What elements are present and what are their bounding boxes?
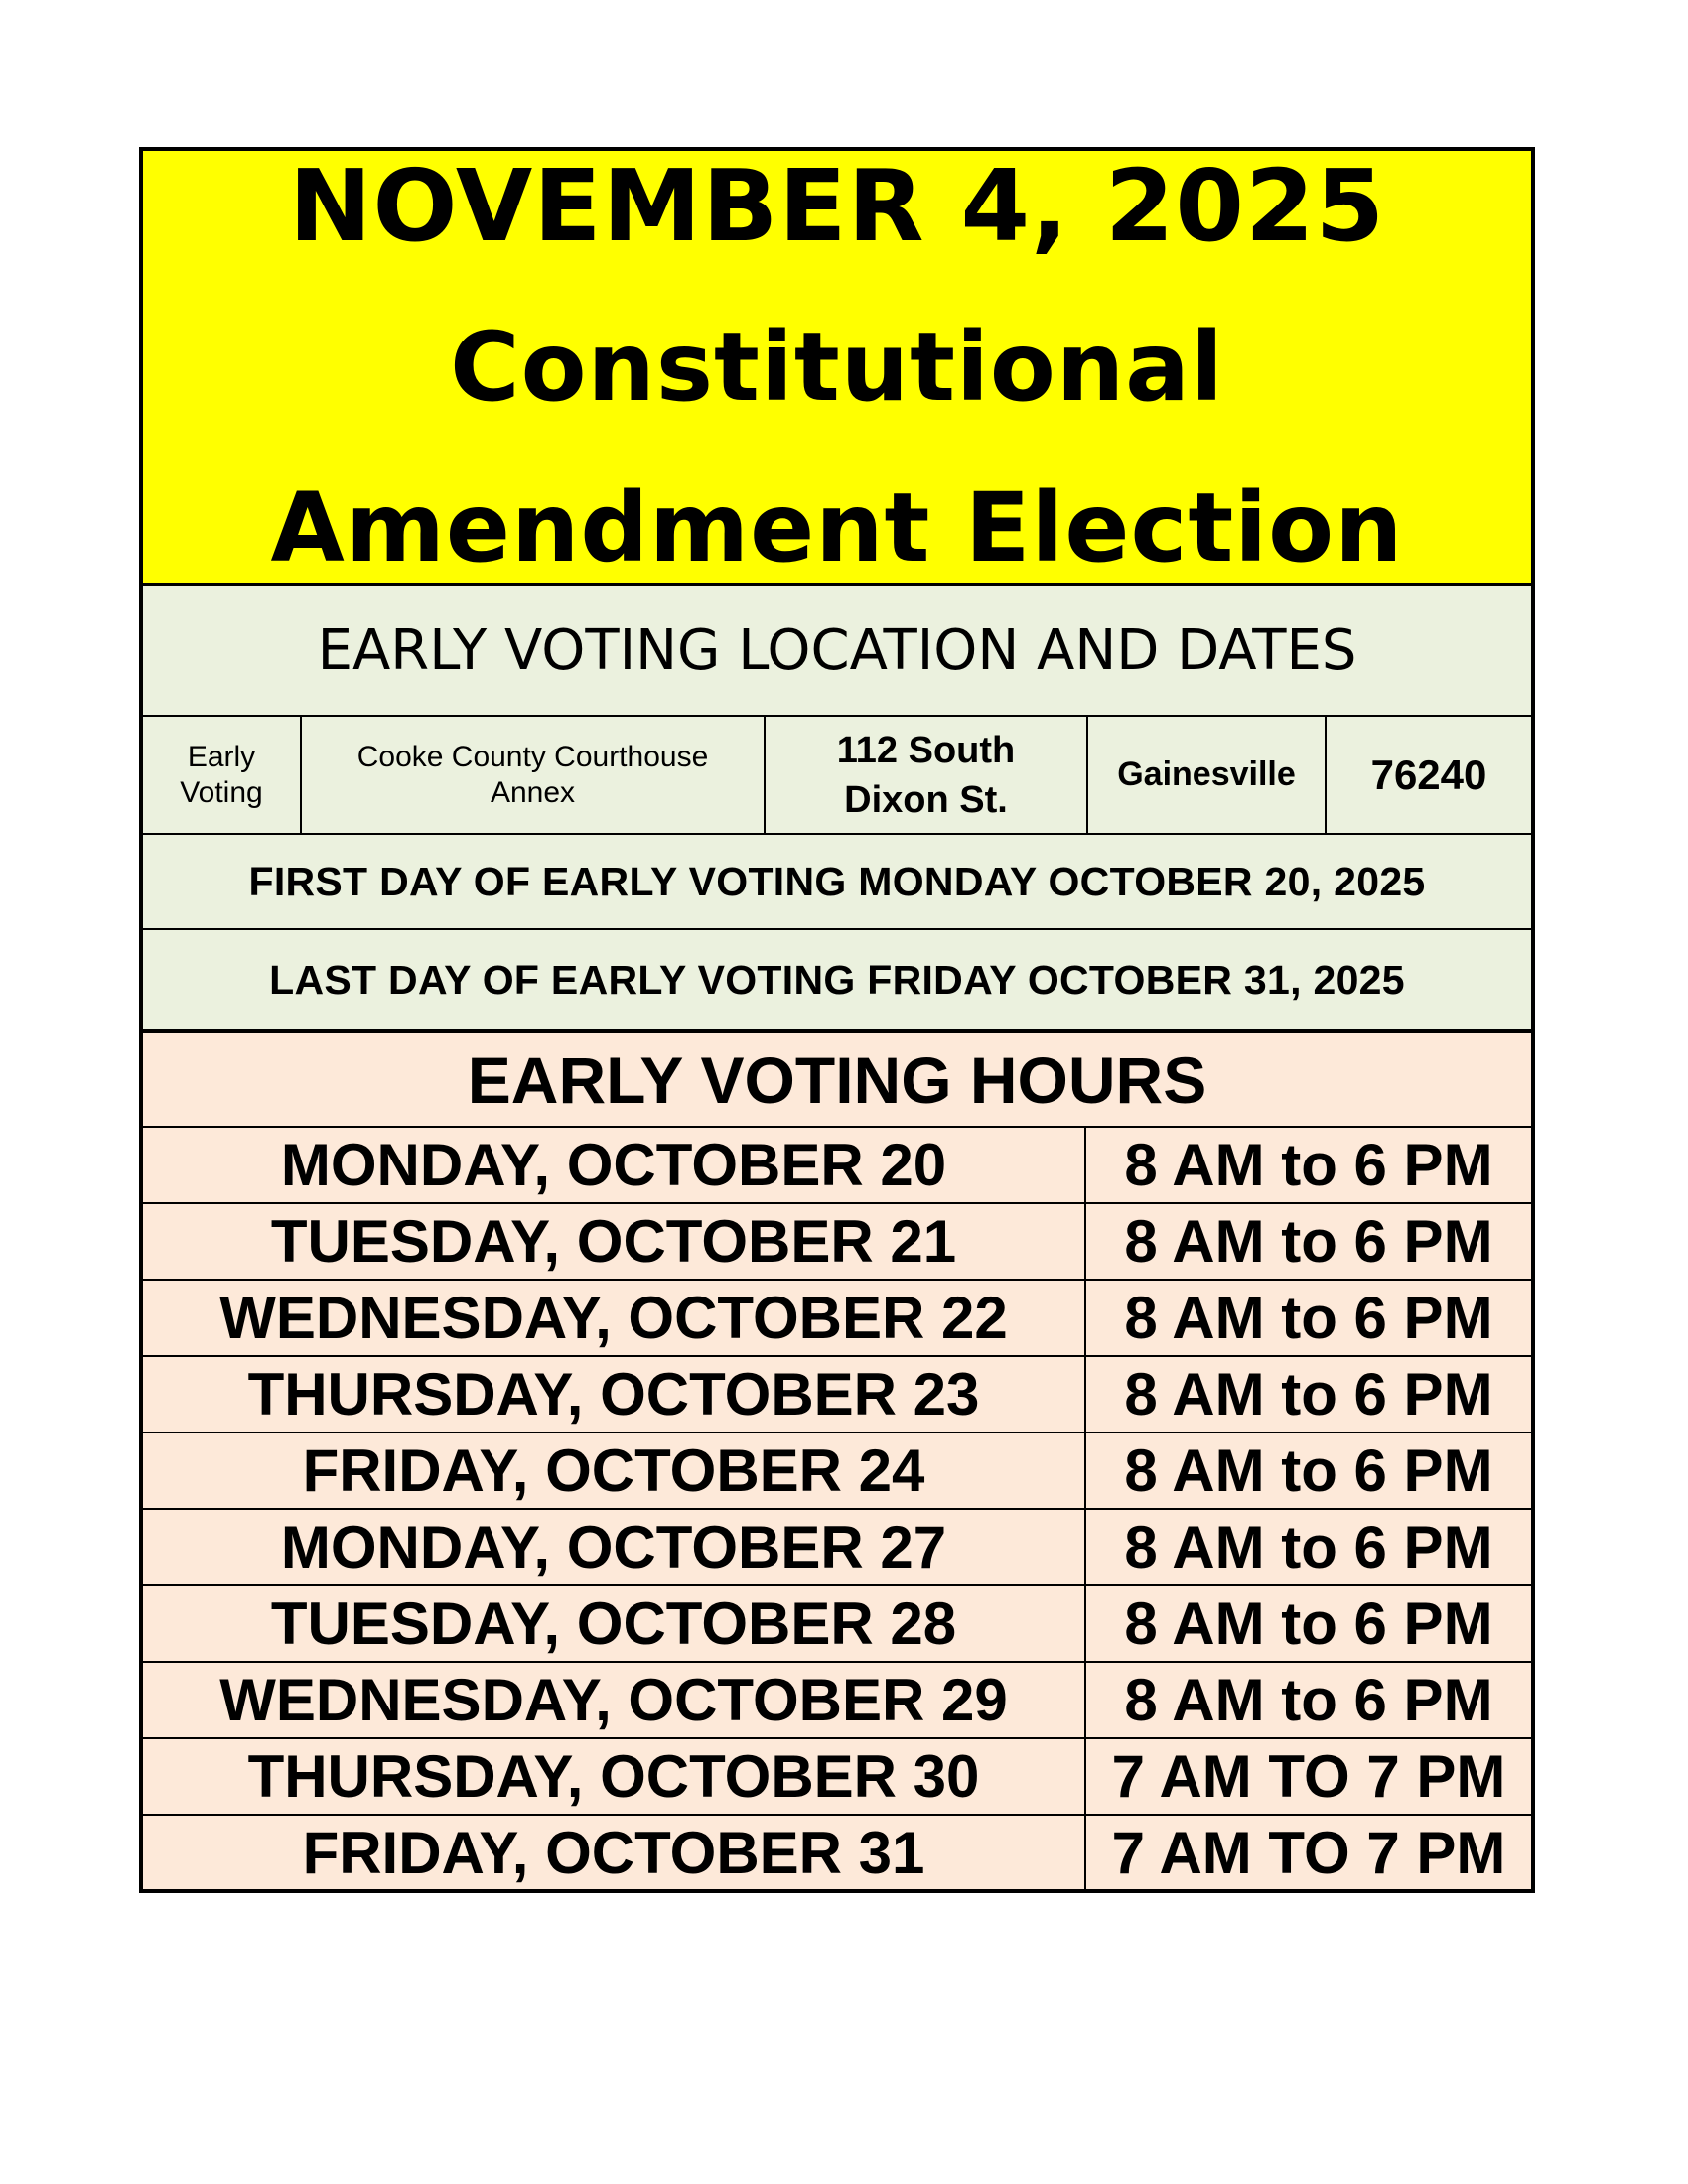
hours-date: FRIDAY, OCTOBER 24 (143, 1433, 1086, 1508)
hours-row (143, 1357, 1531, 1433)
location-row (143, 717, 1531, 835)
hours-date: TUESDAY, OCTOBER 28 (143, 1586, 1086, 1661)
hours-time: 7 AM TO 7 PM (1111, 1743, 1506, 1810)
election-date: NOVEMBER 4, 2025 (288, 147, 1386, 264)
election-banner (143, 147, 1531, 586)
hours-time: 8 AM to 6 PM (1124, 1208, 1493, 1275)
hours-time: 8 AM to 6 PM (1124, 1132, 1493, 1198)
location-address-line2: Dixon St. (844, 778, 1008, 821)
location-name (302, 717, 766, 833)
location-section-title: EARLY VOTING LOCATION AND DATES (143, 586, 1531, 717)
hours-date: MONDAY, OCTOBER 27 (143, 1510, 1086, 1584)
hours-date: MONDAY, OCTOBER 20 (143, 1128, 1086, 1202)
hours-date: WEDNESDAY, OCTOBER 22 (143, 1281, 1086, 1355)
hours-time: 8 AM to 6 PM (1124, 1514, 1493, 1580)
location-type-line2: Voting (180, 775, 263, 809)
location-name-line2: Annex (490, 775, 576, 809)
location-address-line1: 112 South (836, 729, 1016, 771)
hours-time: 8 AM to 6 PM (1124, 1590, 1493, 1657)
hours-date: THURSDAY, OCTOBER 30 (143, 1739, 1086, 1814)
first-day-of-early-voting: FIRST DAY OF EARLY VOTING MONDAY OCTOBER 20, 2025 (143, 835, 1531, 930)
hours-row (143, 1586, 1531, 1663)
location-name-line1: Cooke County Courthouse (356, 740, 709, 773)
hours-table (143, 1128, 1531, 1889)
hours-time: 8 AM to 6 PM (1124, 1667, 1493, 1733)
hours-row (143, 1433, 1531, 1510)
last-day-of-early-voting: LAST DAY OF EARLY VOTING FRIDAY OCTOBER 31, 2025 (143, 930, 1531, 1033)
hours-date: TUESDAY, OCTOBER 21 (143, 1204, 1086, 1279)
location-type-line1: Early (187, 740, 256, 773)
hours-row (143, 1663, 1531, 1739)
hours-row (143, 1739, 1531, 1816)
hours-date: WEDNESDAY, OCTOBER 29 (143, 1663, 1086, 1737)
hours-time: 7 AM TO 7 PM (1111, 1819, 1506, 1886)
hours-section-title: EARLY VOTING HOURS (143, 1033, 1531, 1128)
election-title-line2: Amendment Election (270, 472, 1404, 584)
hours-time: 8 AM to 6 PM (1124, 1437, 1493, 1504)
hours-date: THURSDAY, OCTOBER 23 (143, 1357, 1086, 1432)
hours-time: 8 AM to 6 PM (1124, 1285, 1493, 1351)
hours-row (143, 1281, 1531, 1357)
location-city: Gainesville (1088, 717, 1327, 833)
hours-row (143, 1816, 1531, 1889)
hours-row (143, 1510, 1531, 1586)
location-zip: 76240 (1370, 751, 1487, 798)
hours-time: 8 AM to 6 PM (1124, 1361, 1493, 1428)
location-address (766, 717, 1088, 833)
election-notice (139, 147, 1535, 1893)
election-title-line1: Constitutional (450, 311, 1224, 423)
hours-row (143, 1128, 1531, 1204)
location-type (143, 717, 302, 833)
hours-date: FRIDAY, OCTOBER 31 (143, 1816, 1086, 1889)
hours-row (143, 1204, 1531, 1281)
